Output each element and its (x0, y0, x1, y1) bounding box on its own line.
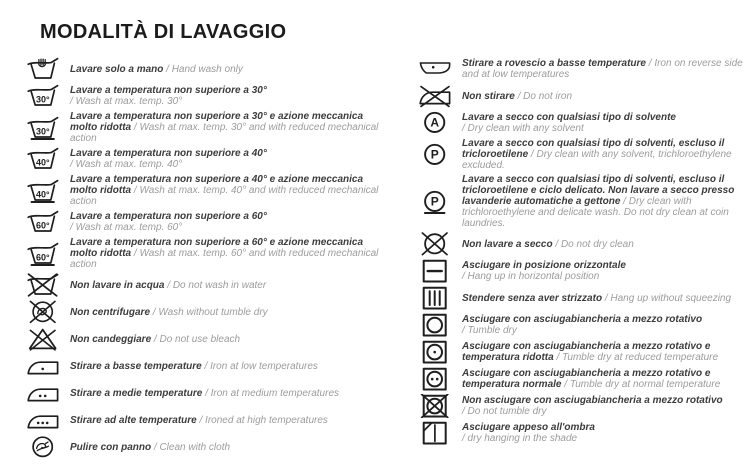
label-italian: Stirare a medie temperature (70, 387, 203, 399)
care-row (419, 286, 743, 310)
label-italian: Asciugare con asciugabiancheria a mezzo rotativo e temperatura ridotta (462, 341, 711, 363)
svg-text:40°: 40° (35, 188, 50, 199)
care-text (70, 307, 268, 318)
do-not-wash-icon (27, 273, 59, 297)
label-english: / Wash without tumble dry (152, 306, 268, 318)
care-row (27, 300, 379, 324)
label-italian: Non stirare (462, 90, 515, 102)
svg-text:P: P (430, 194, 439, 209)
label-english: / Wash at max. temp. 40° and with reduced mechanical action (70, 185, 379, 207)
care-text (462, 174, 743, 229)
do-not-dry-clean-icon (419, 232, 451, 256)
care-text (70, 174, 379, 207)
care-row (27, 57, 379, 81)
care-row (27, 111, 379, 144)
clean-with-cloth-icon (27, 435, 59, 459)
care-text (70, 64, 243, 75)
label-english: / Iron at medium temperatures (205, 387, 340, 399)
care-row (419, 84, 743, 108)
label-english: / Dry clean with any solvent, trichloroethylene excluded. (462, 149, 732, 171)
care-text (462, 91, 572, 102)
washtub-40-icon (27, 147, 59, 171)
iron-medium-temp-icon (27, 381, 59, 405)
label-italian: Lavare a temperatura non superiore a 40° e azione meccanica molto ridotta (70, 174, 364, 196)
care-row (27, 210, 379, 234)
care-text (70, 334, 240, 345)
label-english: / Wash at max. temp. 60° and with reduced mechanical action (70, 248, 379, 270)
label-italian: Lavare a temperatura non superiore a 30° e azione meccanica molto ridotta (70, 111, 364, 133)
label-english: / Hang up without squeezing (604, 292, 732, 304)
label-english: / Do not dry clean (555, 238, 634, 250)
washtub-30-reduced-icon (27, 116, 59, 140)
label-english: / Hand wash only (166, 63, 243, 75)
label-english: / Wash at max. temp. 30° and with reduced mechanical action (70, 122, 379, 144)
iron-reverse-side-icon (419, 57, 451, 81)
label-english: / Wash at max. temp. 60° (70, 222, 183, 233)
care-row (419, 367, 743, 391)
label-italian: Asciugare appeso all'ombra (462, 422, 595, 433)
iron-high-temp-icon (27, 408, 59, 432)
care-row (419, 340, 743, 364)
label-italian: Non asciugare con asciugabiancheria a mezzo rotativo (462, 395, 723, 406)
care-row (419, 313, 743, 337)
label-english: / Iron on reverse side and at low temperatures (462, 58, 743, 80)
svg-text:A: A (430, 115, 440, 130)
label-english: / Do not use bleach (153, 333, 241, 345)
care-row (27, 327, 379, 351)
svg-text:60°: 60° (35, 220, 50, 231)
label-italian: Lavare a secco con qualsiasi tipo di solvente (462, 112, 676, 123)
label-italian: Lavare a secco con qualsiasi tipo di solventi, escluso il tricloroetilene (462, 138, 725, 160)
svg-text:30°: 30° (35, 94, 50, 105)
care-text (462, 260, 626, 282)
label-italian: Stirare a basse temperature (70, 360, 202, 372)
dry-flat-icon (419, 259, 451, 283)
care-text (462, 112, 676, 134)
care-row (27, 408, 379, 432)
iron-low-temp-icon (27, 354, 59, 378)
do-not-bleach-icon (27, 327, 59, 351)
care-text (70, 111, 379, 144)
label-italian: Asciugare in posizione orizzontale (462, 260, 626, 271)
do-not-tumble-dry-icon (419, 394, 451, 418)
care-row (419, 57, 743, 81)
care-row (419, 174, 743, 229)
care-row (419, 394, 743, 418)
label-italian: Asciugare con asciugabiancheria a mezzo rotativo e temperatura normale (462, 368, 711, 390)
washtub-60-icon (27, 210, 59, 234)
label-english: / Dry clean with trichloroethylene and delicate wash. Do not dry clean at coin laundries. (462, 196, 729, 229)
care-row (419, 111, 743, 135)
care-text (70, 85, 267, 107)
label-italian: Stirare a rovescio a basse temperature (462, 58, 646, 69)
dry-clean-p-icon (419, 143, 451, 167)
care-column-left (27, 57, 379, 462)
dry-clean-any-solvent-icon (419, 111, 451, 135)
label-italian: Lavare a secco con qualsiasi tipo di solventi, escluso il tricloroetilene e ciclo delicato. Non lavare a secco presso lavanderie automatiche a gettone (462, 174, 735, 207)
care-column-right (419, 57, 743, 448)
care-text (462, 368, 743, 390)
label-italian: Lavare a temperatura non superiore a 60° e azione meccanica molto ridotta (70, 237, 364, 259)
care-row (27, 84, 379, 108)
care-text (70, 148, 267, 170)
svg-text:40°: 40° (35, 157, 50, 168)
care-text (70, 361, 318, 372)
label-italian: Lavare a temperatura non superiore a 30° (70, 85, 267, 96)
svg-text:30°: 30° (35, 125, 50, 136)
svg-text:60°: 60° (35, 251, 50, 262)
dry-clean-p-delicate-icon (419, 190, 451, 214)
care-row (27, 354, 379, 378)
care-text (462, 138, 743, 171)
dry-in-shade-icon (419, 421, 451, 445)
care-row (419, 232, 743, 256)
care-text (70, 237, 379, 270)
care-text (462, 395, 723, 417)
label-english: / Dry clean with any solvent (462, 123, 584, 134)
label-italian: Lavare a temperatura non superiore a 60° (70, 211, 267, 222)
label-english: / Clean with cloth (153, 441, 231, 453)
label-english: / Do not iron (517, 90, 573, 102)
page-title: MODALITÀ DI LAVAGGIO (40, 21, 287, 44)
care-row (27, 273, 379, 297)
label-english: / Tumble dry at normal temperature (564, 379, 721, 390)
label-english: / Do not wash in water (167, 279, 267, 291)
label-italian: Stendere senza aver strizzato (462, 292, 603, 304)
hand-wash-icon (27, 57, 59, 81)
care-text (462, 314, 702, 336)
label-english: / dry hanging in the shade (462, 433, 578, 444)
tumble-dry-normal-icon (419, 367, 451, 391)
label-italian: Asciugare con asciugabiancheria a mezzo rotativo (462, 314, 703, 325)
label-italian: Non centrifugare (70, 306, 151, 318)
washtub-40-reduced-icon (27, 179, 59, 203)
drip-dry-icon (419, 286, 451, 310)
care-text (70, 388, 339, 399)
label-italian: Pulire con panno (70, 441, 152, 453)
label-italian: Non lavare in acqua (70, 279, 165, 291)
label-english: / Wash at max. temp. 30° (70, 96, 183, 107)
care-text (462, 58, 743, 80)
care-text (462, 422, 595, 444)
label-english: / Ironed at high temperatures (199, 414, 328, 426)
label-english: / Iron at low temperatures (204, 360, 318, 372)
label-english: / Tumble dry (462, 325, 517, 336)
care-text (70, 415, 328, 426)
care-row (419, 138, 743, 171)
care-text (70, 211, 267, 233)
label-italian: Lavare solo a mano (70, 63, 164, 75)
label-italian: Non lavare a secco (462, 238, 553, 250)
care-row (27, 237, 379, 270)
label-italian: Non candeggiare (70, 333, 152, 345)
washtub-60-reduced-icon (27, 242, 59, 266)
care-row (419, 259, 743, 283)
washtub-30-icon (27, 84, 59, 108)
care-row (419, 421, 743, 445)
label-italian: Stirare ad alte temperature (70, 414, 197, 426)
care-text (70, 280, 266, 291)
label-italian: Lavare a temperatura non superiore a 40° (70, 148, 267, 159)
tumble-dry-icon (419, 313, 451, 337)
care-text (462, 341, 743, 363)
label-english: / Tumble dry at reduced temperature (556, 352, 719, 363)
care-row (27, 381, 379, 405)
care-row (27, 147, 379, 171)
label-english: / Do not tumble dry (462, 406, 547, 417)
svg-text:P: P (430, 147, 439, 162)
care-row (27, 435, 379, 459)
tumble-dry-low-icon (419, 340, 451, 364)
do-not-iron-icon (419, 84, 451, 108)
care-row (27, 174, 379, 207)
do-not-wring-icon (27, 300, 59, 324)
care-text (462, 239, 634, 250)
care-text (70, 442, 230, 453)
label-english: / Hang up in horizontal position (462, 271, 600, 282)
care-text (462, 293, 731, 304)
label-english: / Wash at max. temp. 40° (70, 159, 183, 170)
